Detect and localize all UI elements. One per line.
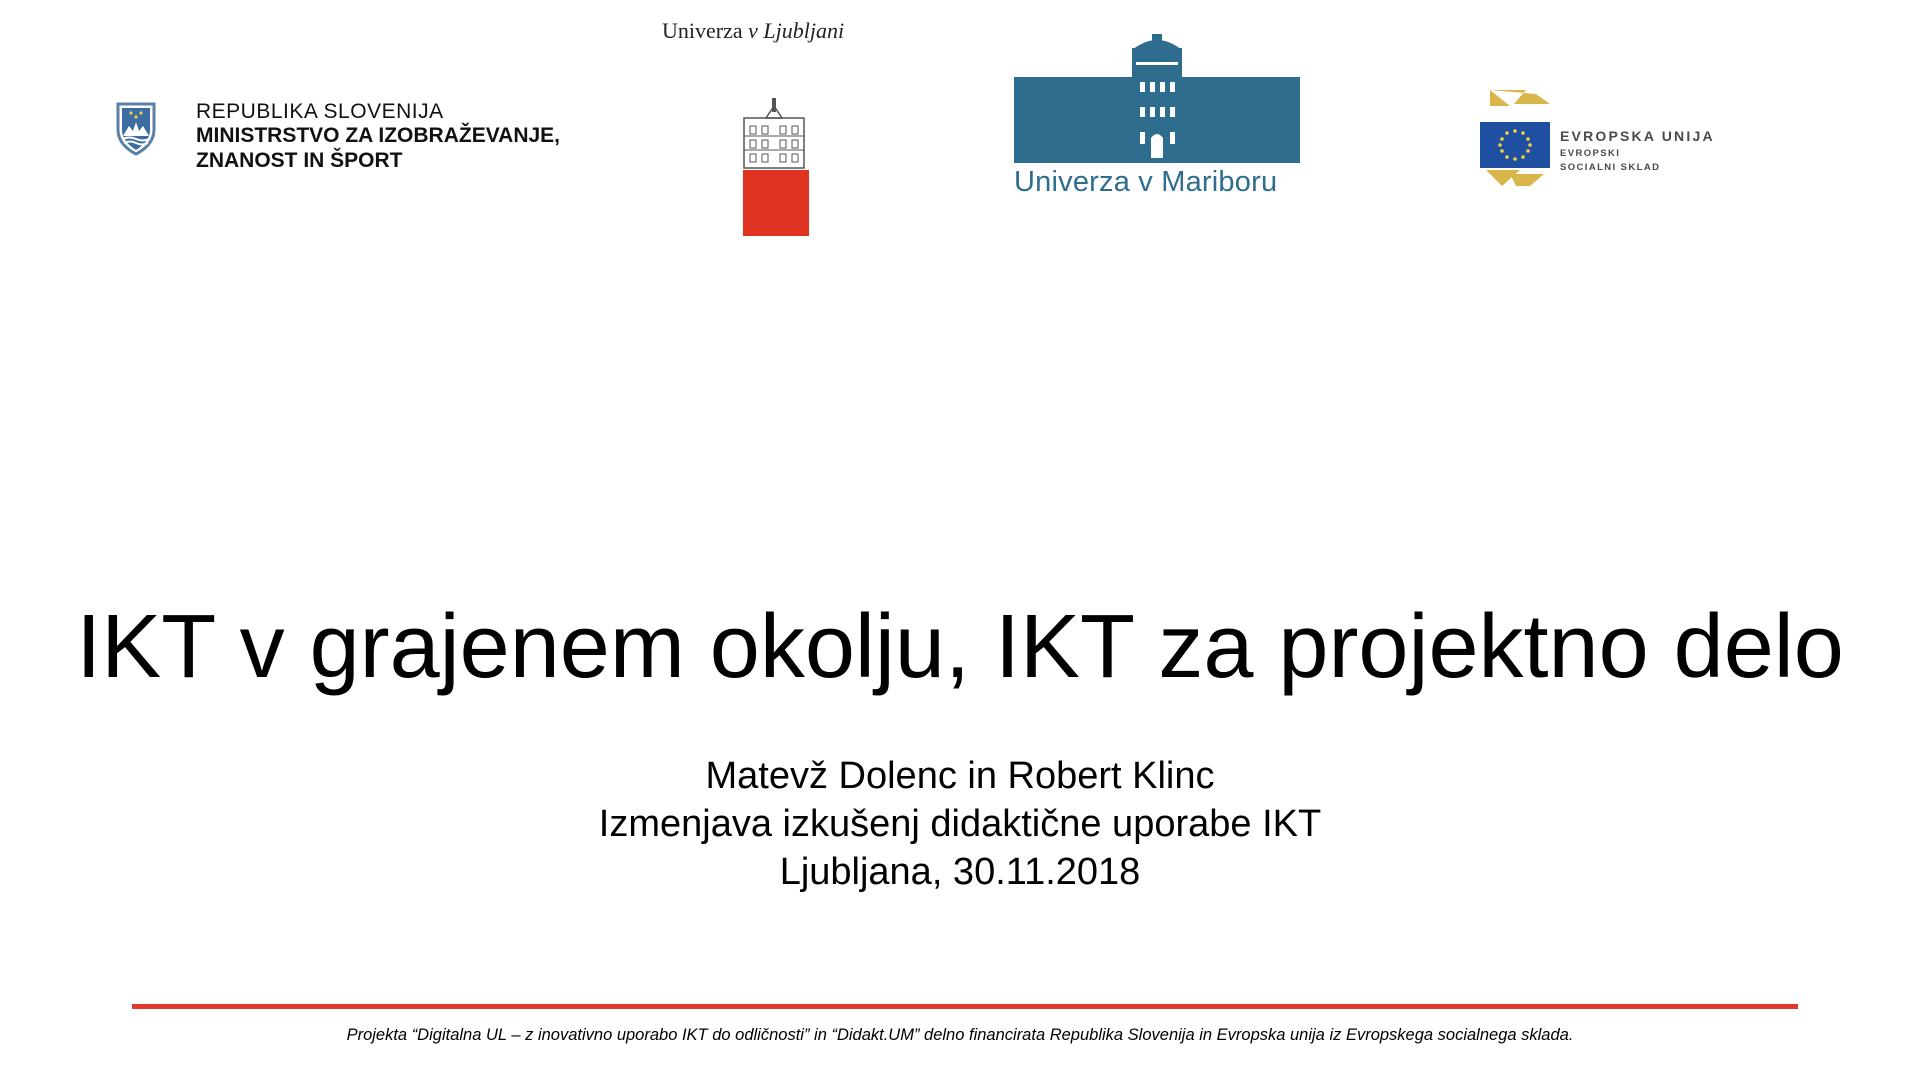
ministry-logo <box>114 100 561 176</box>
funding-footer: Projekta “Digitalna UL – z inovativno uporabo IKT do odličnosti” in “Didakt.UM” delno financirata Republika Slovenija in Evropska unija iz Evropskega socialnega sklada. <box>346 1026 1574 1044</box>
slide-title: IKT v grajenem okolju, IKT za projektno delo <box>76 597 1844 697</box>
slide-event: Izmenjava izkušenj didaktične uporabe IKT <box>598 803 1322 845</box>
ul-name <box>662 18 844 44</box>
eu-line2: EVROPSKI <box>1560 148 1621 159</box>
eu-logo <box>1480 90 1740 190</box>
ul-name-italic: v Ljubljani <box>748 18 845 43</box>
um-logo <box>1014 32 1304 202</box>
um-name: Univerza v Mariboru <box>1014 166 1278 198</box>
ul-logo <box>640 14 940 224</box>
ul-name-prefix: Univerza <box>662 18 749 43</box>
um-building-icon <box>1014 32 1304 166</box>
eu-line3: SOCIALNI SKLAD <box>1560 162 1661 173</box>
ministry-line2: MINISTRSTVO ZA IZOBRAŽEVANJE, <box>196 124 561 147</box>
slide-authors: Matevž Dolenc in Robert Klinc <box>705 755 1215 797</box>
eu-line1: EVROPSKA UNIJA <box>1560 128 1715 144</box>
slovenian-coat-of-arms-icon <box>114 100 158 156</box>
footer-divider <box>132 1004 1798 1009</box>
ministry-line3: ZNANOST IN ŠPORT <box>196 149 403 172</box>
slide-subtitle <box>0 752 1920 896</box>
ministry-line1: REPUBLIKA SLOVENIJA <box>196 100 444 123</box>
eu-flag-icon <box>1480 90 1556 190</box>
ul-building-icon <box>730 84 820 238</box>
slide-place-date: Ljubljana, 30.11.2018 <box>779 851 1141 893</box>
